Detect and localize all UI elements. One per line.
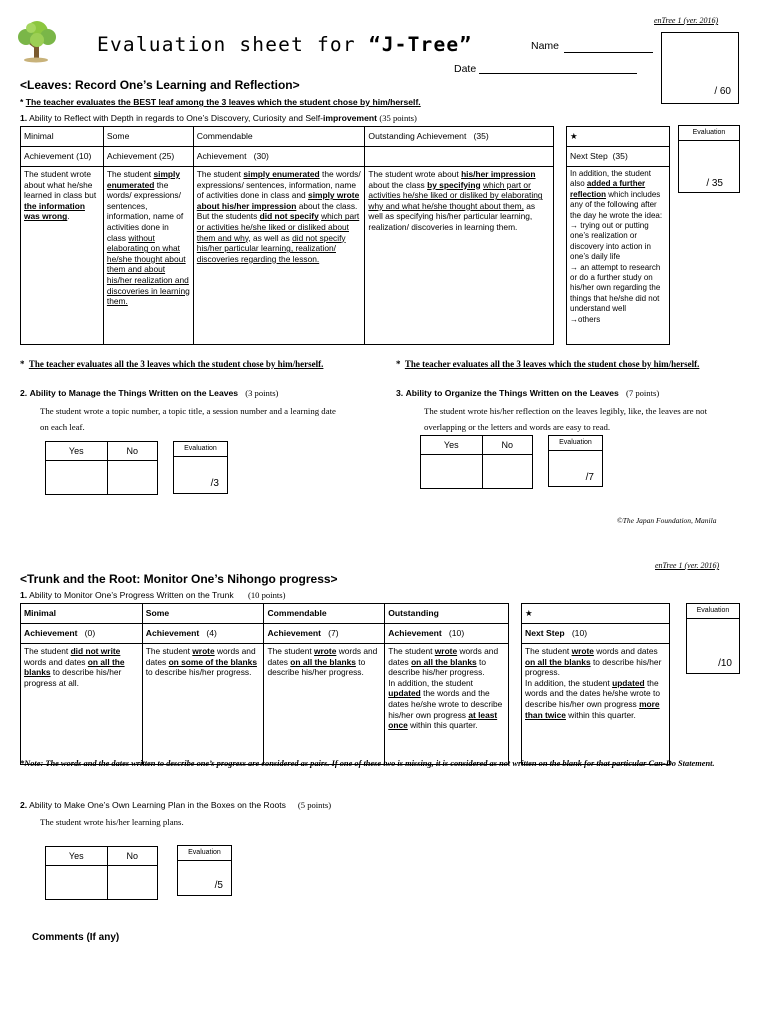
leaves-note-all-right: * The teacher evaluates all the 3 leaves which the student chose by him/herself. bbox=[396, 359, 700, 369]
trunk-criterion1: 1. Ability to Monitor One’s Progress Written on the Trunk (10 points) bbox=[20, 590, 286, 600]
trunk-next-step-cell: The student wrote words and dates on all the blanks to describe his/her progress. In addition, the student updated the words and the dates he/she wrote to describe his/her own progress more than twice within this quarter. bbox=[522, 644, 670, 765]
star-icon: ★ bbox=[570, 131, 578, 142]
version-label-bottom: enTree 1 (ver. 2016) bbox=[655, 561, 720, 570]
trunk-eval-box-2[interactable]: Evaluation /5 bbox=[177, 845, 232, 896]
copyright: ©The Japan Foundation, Manila bbox=[617, 516, 717, 525]
total-score: / 60 bbox=[714, 86, 731, 97]
leaves-eval-box-3[interactable]: Evaluation /7 bbox=[548, 435, 603, 487]
trunk-next-step-table: ★ Next Step (10) The student wrote words and dates on all the blanks to describe his/her progress. In addition, the student updated the words and the dates he/she wrote to describe his/her own progress more than twice within this quarter. bbox=[521, 603, 670, 765]
trunk-heading: <Trunk and the Root: Monitor One’s Nihongo progress> bbox=[20, 572, 338, 586]
leaves-eval-box-1[interactable]: Evaluation / 35 bbox=[678, 125, 740, 193]
page-title-prefix: Evaluation sheet for bbox=[97, 33, 369, 56]
page-title bbox=[97, 33, 472, 56]
tree-logo bbox=[14, 18, 60, 64]
no-checkbox[interactable] bbox=[107, 461, 157, 495]
leaves-some-cell: The student simply enumerated the words/ expressions/ sentences, information, name of activities done in class without elaborating on what he/she thought about them and about his/her realization and discoveries in learning them. bbox=[103, 167, 193, 345]
leaves-note-all-left: * The teacher evaluates all the 3 leaves which the student chose by him/herself. bbox=[20, 359, 324, 369]
yes-checkbox[interactable] bbox=[46, 461, 108, 495]
leaves-note-best: * The teacher evaluates the BEST leaf among the 3 leaves which the student chose by him/herself. bbox=[20, 97, 421, 107]
page-title-name: “J-Tree” bbox=[368, 33, 473, 56]
trunk-outstanding-cell: The student wrote words and dates on all the blanks to describe his/her progress. In addition, the student updated the words and the dates he/she wrote to describe his/her own progress at least once within this quarter. bbox=[385, 644, 509, 765]
version-label-top: enTree 1 (ver. 2016) bbox=[654, 16, 719, 25]
leaves-yes-no-table-2: Yes No bbox=[420, 435, 533, 489]
leaves-commendable-cell: The student simply enumerated the words/ expressions/ sentences, information, name of activities done in class and simply wrote about his/her impression about the class. But the students did not specify which part or activities he/she liked or disliked about them and why, as well as did not specify his/her particular learning, realization/ discoveries regarding the lesson. bbox=[193, 167, 365, 345]
leaves-criterion3-desc: The student wrote his/her reflection on the leaves legibly, like, the leaves are not overlapping or the letters and words are easy to read. bbox=[424, 406, 708, 432]
leaves-criterion3: 3. Ability to Organize the Things Written on the Leaves (7 points) bbox=[396, 388, 660, 398]
trunk-yes-no-table: Yes No bbox=[45, 846, 158, 900]
comments-label: Comments (If any) bbox=[32, 932, 120, 943]
leaves-criterion2: 2. Ability to Manage the Things Written on the Leaves (3 points) bbox=[20, 388, 279, 398]
trunk-eval-box-1[interactable]: Evaluation /10 bbox=[686, 603, 740, 674]
name-field[interactable] bbox=[564, 52, 653, 53]
trunk-criterion2-desc: The student wrote his/her learning plans. bbox=[40, 817, 184, 827]
date-field[interactable] bbox=[479, 73, 637, 74]
leaves-eval-box-2[interactable]: Evaluation /3 bbox=[173, 441, 228, 494]
trunk-note: *Note: The words and the dates written to describe one’s progress are considered as pairs. If one of these two is missing, it is considered as not written on the blank for that particular Can-Do Statement. bbox=[20, 759, 715, 768]
name-label: Name bbox=[531, 40, 560, 52]
leaves-yes-no-table-1: Yes No bbox=[45, 441, 158, 495]
leaves-criterion2-desc: The student wrote a topic number, a topic title, a session number and a learning date on each leaf. bbox=[40, 406, 336, 432]
trunk-commendable-cell: The student wrote words and dates on all the blanks to describe his/her progress. bbox=[264, 644, 385, 765]
trunk-rubric-table: Minimal Some Commendable Outstanding Achievement (0) Achievement (4) Achievement (7) Achievement (10) The student did not write words and dates on all the blanks to describe his/her progress at all. The student wrote words and dates on some of the blanks to describe his/her progress. The student wrote words and dates on all the blanks to describe his/her progress. The student wrote words and dates on all the blanks to describe his/her progress. In addition, the student updated the words and the dates he/she wrote to describe his/her own progress at least once within this quarter. bbox=[20, 603, 509, 765]
comments-area[interactable] bbox=[20, 950, 740, 1010]
leaves-next-step-cell: In addition, the student also added a further reflection which includes any of the following after the day he wrote the idea: → trying out or putting one’s realization or discovery into action in one’s daily life → an attempt to research or do a further study on his/her own regarding the things that he/she did not understand well →others bbox=[567, 167, 670, 345]
leaves-next-step-table: ★ Next Step (35) In addition, the student also added a further reflection which includes any of the following after the day he wrote the idea: → trying out or putting one’s realization or discovery into action in one’s daily life → an attempt to research or do a further study on his/her own regarding the things that he/she did not understand well →others bbox=[566, 126, 670, 345]
leaves-heading: <Leaves: Record One’s Learning and Reflection> bbox=[20, 78, 300, 92]
star-icon: ★ bbox=[525, 608, 533, 619]
yes-checkbox[interactable] bbox=[421, 455, 483, 489]
trunk-some-cell: The student wrote words and dates on some of the blanks to describe his/her progress. bbox=[142, 644, 264, 765]
date-label: Date bbox=[454, 63, 477, 75]
leaves-rubric-table: Minimal Some Commendable Outstanding Achievement (35) Achievement (10) Achievement (25) Achievement (30) The student wrote about what he/she learned in class but the information was wrong. The student simply enumerated the words/ expressions/ sentences, information, name of activities done in class without elaborating on what he/she thought about them and about his/her realization and discoveries in learning them. The student simply enumerated the words/ expressions/ sentences, information, name of activities done in class and simply wrote about his/her impression about the class. But the students did not specify which part or activities he/she liked or disliked about them and why, as well as did not specify his/her particular learning, realization/ discoveries regarding the lesson. The student wrote about his/her impression about the class by specifying which part or activities he/she liked or disliked by elaborating why and what he/she thought about them, as well as specifying his/her particular learning, realization/ discoveries in learning them. bbox=[20, 126, 554, 345]
leaves-outstanding-cell: The student wrote about his/her impression about the class by specifying which part or activities he/she liked or disliked by elaborating why and what he/she thought about them, as well as specifying his/her particular learning, realization/ discoveries in learning them. bbox=[365, 167, 554, 345]
leaves-criterion1: 1. Ability to Reflect with Depth in regards to One’s Discovery, Curiosity and Self-improvement (35 points) bbox=[20, 113, 417, 123]
leaves-minimal-cell: The student wrote about what he/she learned in class but the information was wrong. bbox=[21, 167, 104, 345]
trunk-criterion2: 2. Ability to Make One’s Own Learning Plan in the Boxes on the Roots (5 points) bbox=[20, 800, 332, 810]
yes-checkbox[interactable] bbox=[46, 866, 108, 900]
total-score-box[interactable] bbox=[661, 32, 739, 104]
no-checkbox[interactable] bbox=[107, 866, 157, 900]
trunk-minimal-cell: The student did not write words and dates on all the blanks to describe his/her progress at all. bbox=[21, 644, 143, 765]
no-checkbox[interactable] bbox=[482, 455, 532, 489]
